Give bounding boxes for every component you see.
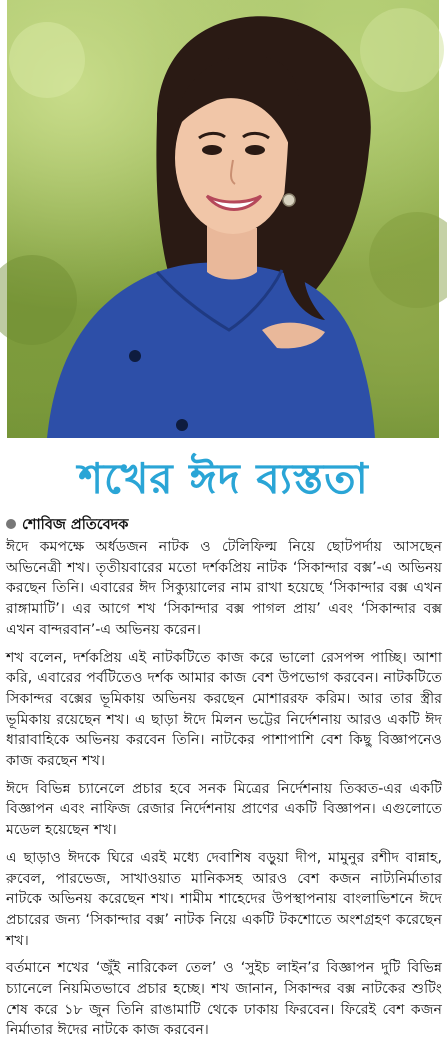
- paragraph-1: ঈদে কমপক্ষে অর্ধডজন নাটক ও টেলিফিল্ম নিয়ে ছোটপর্দায় আসছেন অভিনেত্রী শখ। তৃতীয়বারের মতো দর্শকপ্রিয় নাটক ‘সিকান্দার বক্স’-এ অভিনয় করছেন তিনি। এবারের ঈদ সিক্যুয়ালের নাম রাখা হয়েছে ‘সিকান্দার বক্স এখন রাঙ্গামাটি’। এর আগে শখ ‘সিকান্দার বক্স পাগল প্রায়’ এবং ‘সিকান্দার বক্স এখন বান্দরবান’-এ অভিনয় করেন।: [6, 539, 442, 638]
- article-photo: [7, 0, 439, 438]
- byline-text: শোবিজ প্রতিবেদক: [22, 517, 129, 533]
- bullet-icon: [6, 519, 16, 529]
- paragraph-3: ঈদে বিভিন্ন চ্যানেলে প্রচার হবে সনক মিত্রের নির্দেশনায় তিব্বত-এর একটি বিজ্ঞাপন এবং নাফিজ রেজার নির্দেশনায় প্রাণের একটি বিজ্ঞাপন। এগুলোতে মডেল হয়েছেন শখ।: [6, 780, 442, 839]
- paragraph-2: শখ বলেন, দর্শকপ্রিয় এই নাটকটিতে কাজ করে ভালো রেসপন্স পাচ্ছি। আশা করি, এবারের পর্বটিতেও দর্শক আমার কাজ বেশ উপভোগ করবেন। নাটকটিতে সিকান্দর বক্সের ভূমিকায় অভিনয় করছেন মোশাররফ করিম। আর তার স্ত্রীর ভূমিকায় রয়েছেন শখ। এ ছাড়া ঈদে মিলন ভট্টের নির্দেশনায় আরও একটি ঈদ ধারাবাহিকে অভিনয় করবেন তিনি। নাটকের পাশাপাশি বেশ কিছু বিজ্ঞাপনেও কাজ করছেন শখ।: [6, 649, 442, 770]
- article-headline: শখের ঈদ ব্যস্ততা: [78, 454, 369, 503]
- portrait-illustration: [7, 0, 439, 438]
- byline: [6, 515, 128, 535]
- article-body: [6, 537, 442, 1039]
- paragraph-4: এ ছাড়াও ঈদকে ঘিরে এরই মধ্যে দেবাশিষ বড়ুয়া দীপ, মামুনুর রশীদ বান্নাহ, রুবেল, পারভেজ, সাখাওয়াত মানিকসহ আরও বেশ কজন নাট্যনির্মাতার নাটকে অভিনয় করেছেন শখ। শামীম শাহেদের উপস্থাপনায় বাংলাভিশনে ঈদে প্রচারের জন্য ‘সিকান্দার বক্স’ নাটক নিয়ে একটি টকশোতে অংশগ্রহণ করেছেন শখ।: [6, 849, 442, 949]
- paragraph-5: বর্তমানে শখের ‘জুঁই নারিকেল তেল’ ও ‘সুইচ লাইন’র বিজ্ঞাপন দুটি বিভিন্ন চ্যানেলে নিয়মিতভাবে প্রচার হচ্ছে। শখ জানান, সিকান্দর বক্স নাটকের শুটিং শেষ করে ১৮ জুন তিনি রাঙামাটি থেকে ঢাকায় ফিরবেন। ফিরেই বেশ কজন নির্মাতার ঈদের নাটকে কাজ করবেন।: [6, 960, 442, 1039]
